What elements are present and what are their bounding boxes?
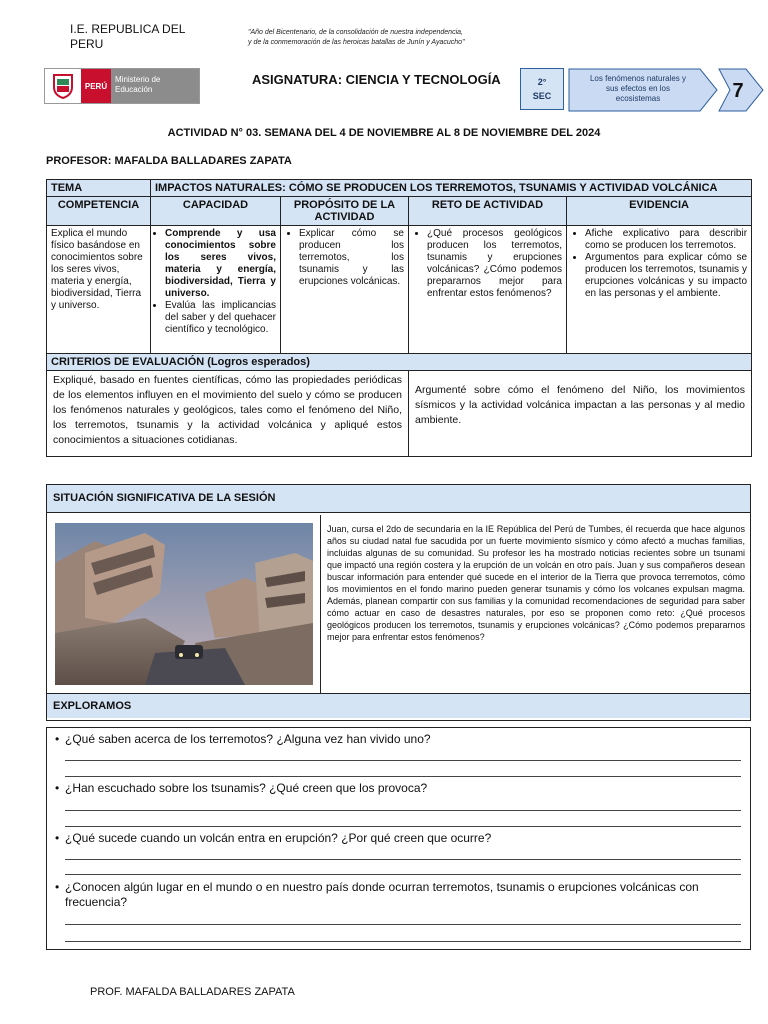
ministry-name: Ministerio de Educación xyxy=(115,75,161,94)
capacidad-item: • Evalúa las implicancias del saber y del quehacer científico y tecnológico. xyxy=(165,300,276,336)
grade-badge: 2° SEC xyxy=(520,68,564,110)
questions-box xyxy=(46,727,751,950)
bullet-icon: • xyxy=(55,880,60,894)
criterios-label: CRITERIOS DE EVALUACIÓN (Logros esperados) xyxy=(47,354,752,371)
divider xyxy=(320,515,321,693)
topic-line-1: Los fenómenos naturales y xyxy=(589,74,687,83)
year-motto: "Año del Bicentenario, de la consolidación de nuestra independencia, y de la conmemoración de las heroicas batallas de Junín y Ayacucho" xyxy=(248,29,465,46)
capacidad-item: • Comprende y usa conocimientos sobre los seres vivos, materia y energía, biodiversidad, Tierra y universo. xyxy=(165,228,276,300)
capacidad-cell xyxy=(151,226,281,354)
answer-line[interactable] xyxy=(65,859,741,860)
answer-line[interactable] xyxy=(65,826,741,827)
answer-line[interactable] xyxy=(65,810,741,811)
reto-header: RETO DE ACTIVIDAD xyxy=(409,197,567,226)
reto-item: • ¿Qué procesos geológicos producen los terremotos, tsunamis y erupciones volcánicas? ¿Cómo podemos prepararnos mejor para enfrentar estos fenómenos? xyxy=(427,228,562,300)
bullet-icon: • xyxy=(55,831,60,845)
answer-line[interactable] xyxy=(65,924,741,925)
proposito-item: • Explicar cómo se producen los terremotos, los tsunamis y las erupciones volcánicas. xyxy=(299,228,404,288)
proposito-header: PROPÓSITO DE LA ACTIVIDAD xyxy=(281,197,409,226)
question-4: • ¿Conocen algún lugar en el mundo o en nuestro país donde ocurran terremotos, tsunamis o erupciones volcánicas con frecuencia? xyxy=(55,880,699,909)
school-name: I.E. REPUBLICA DEL PERU xyxy=(70,22,186,51)
tema-label: TEMA xyxy=(47,180,151,197)
topic-line-2: sus efectos en los xyxy=(605,84,671,93)
unit-topic-arrow xyxy=(568,68,718,112)
unit-number: 7 xyxy=(732,80,744,102)
planning-table xyxy=(46,179,752,457)
exploramos-title: EXPLORAMOS xyxy=(47,694,750,718)
footer-teacher: PROF. MAFALDA BALLADARES ZAPATA xyxy=(90,986,295,998)
earthquake-photo xyxy=(55,523,313,685)
situacion-body xyxy=(47,515,750,693)
question-2: • ¿Han escuchado sobre los tsunamis? ¿Qué creen que los provoca? xyxy=(55,781,428,795)
situacion-section xyxy=(46,484,751,694)
evidencia-header: EVIDENCIA xyxy=(567,197,752,226)
competencia-header: COMPETENCIA xyxy=(47,197,151,226)
bullet-icon: • xyxy=(55,781,60,795)
criterio-1: Expliqué, basado en fuentes científicas, cómo las propiedades periódicas de los elementos influyen en el movimiento del suelo y cómo se producen los fenómenos naturales y geológicos, tales como el fenómeno del Niño, los terremotos, tsunamis y la actividad volcánica y apliqué estos conocimientos a situaciones cotidianas. xyxy=(47,371,409,457)
proposito-cell xyxy=(281,226,409,354)
topic-line-3: ecosistemas xyxy=(615,94,661,103)
activity-title: ACTIVIDAD N° 03. SEMANA DEL 4 DE NOVIEMBRE AL 8 DE NOVIEMBRE DEL 2024 xyxy=(167,127,601,139)
criterio-2: Argumenté sobre cómo el fenómeno del Niño, los movimientos sísmicos y la actividad volcánica impactan a las personas y al medio ambiente. xyxy=(409,371,752,457)
bullet-icon: • xyxy=(55,732,60,746)
teacher-line: PROFESOR: MAFALDA BALLADARES ZAPATA xyxy=(46,155,292,167)
capacidad-header: CAPACIDAD xyxy=(151,197,281,226)
tema-value: IMPACTOS NATURALES: CÓMO SE PRODUCEN LOS TERREMOTOS, TSUNAMIS Y ACTIVIDAD VOLCÁNICA xyxy=(151,180,752,197)
answer-line[interactable] xyxy=(65,874,741,875)
situacion-title: SITUACIÓN SIGNIFICATIVA DE LA SESIÓN xyxy=(47,485,750,513)
unit-number-arrow xyxy=(718,68,764,112)
ministry-logo: PERÚ Ministerio de Educación xyxy=(44,68,200,104)
evidencia-cell xyxy=(567,226,752,354)
evidencia-item: • Argumentos para explicar cómo se producen los terremotos, tsunamis y erupciones volcánicas y su impacto en las personas y el ambiente. xyxy=(585,252,747,300)
question-3: • ¿Qué sucede cuando un volcán entra en erupción? ¿Por qué creen que ocurre? xyxy=(55,831,492,845)
situacion-text: Juan, cursa el 2do de secundaria en la IE República del Perú de Tumbes, él recuerda que hace algunos años su ciudad natal fue sacudida por un fuerte movimiento sísmico y cómo afectó a muchas familias, incluidas algunas de su comunidad. Su profesor les ha mostrado noticias recientes sobre un tsunami que impactó una región costera y la erupción de un volcán en otro país. Juan y sus compañeros desean buscar información para entender qué sucede en el interior de la Tierra que provoca terremotos, cómo los movimientos en el fondo marino pueden generar tsunamis y cómo los volcanes expulsan magma. Además, planean compartir con sus familias y la comunidad recomendaciones de seguridad para saber cómo actuar en caso de desastres naturales, por eso se proponen como reto: ¿Qué procesos geológicos producen los terremotos, tsunamis y erupciones volcánicas? ¿Cómo podemos prepararnos mejor para enfrentar estos fenómenos? xyxy=(327,524,745,642)
answer-line[interactable] xyxy=(65,776,741,777)
answer-line[interactable] xyxy=(65,760,741,761)
competencia-cell: Explica el mundo físico basándose en conocimientos sobre los seres vivos, materia y energía, biodiversidad, Tierra y universo. xyxy=(47,226,151,354)
subject-title: ASIGNATURA: CIENCIA Y TECNOLOGÍA xyxy=(252,72,501,87)
evidencia-item: • Afiche explicativo para describir como se producen los terremotos. xyxy=(585,228,747,252)
answer-line[interactable] xyxy=(65,941,741,942)
question-1: • ¿Qué saben acerca de los terremotos? ¿Alguna vez han vivido uno? xyxy=(55,732,431,746)
coat-of-arms-icon xyxy=(45,69,81,103)
exploramos-section xyxy=(46,693,751,721)
reto-cell xyxy=(409,226,567,354)
